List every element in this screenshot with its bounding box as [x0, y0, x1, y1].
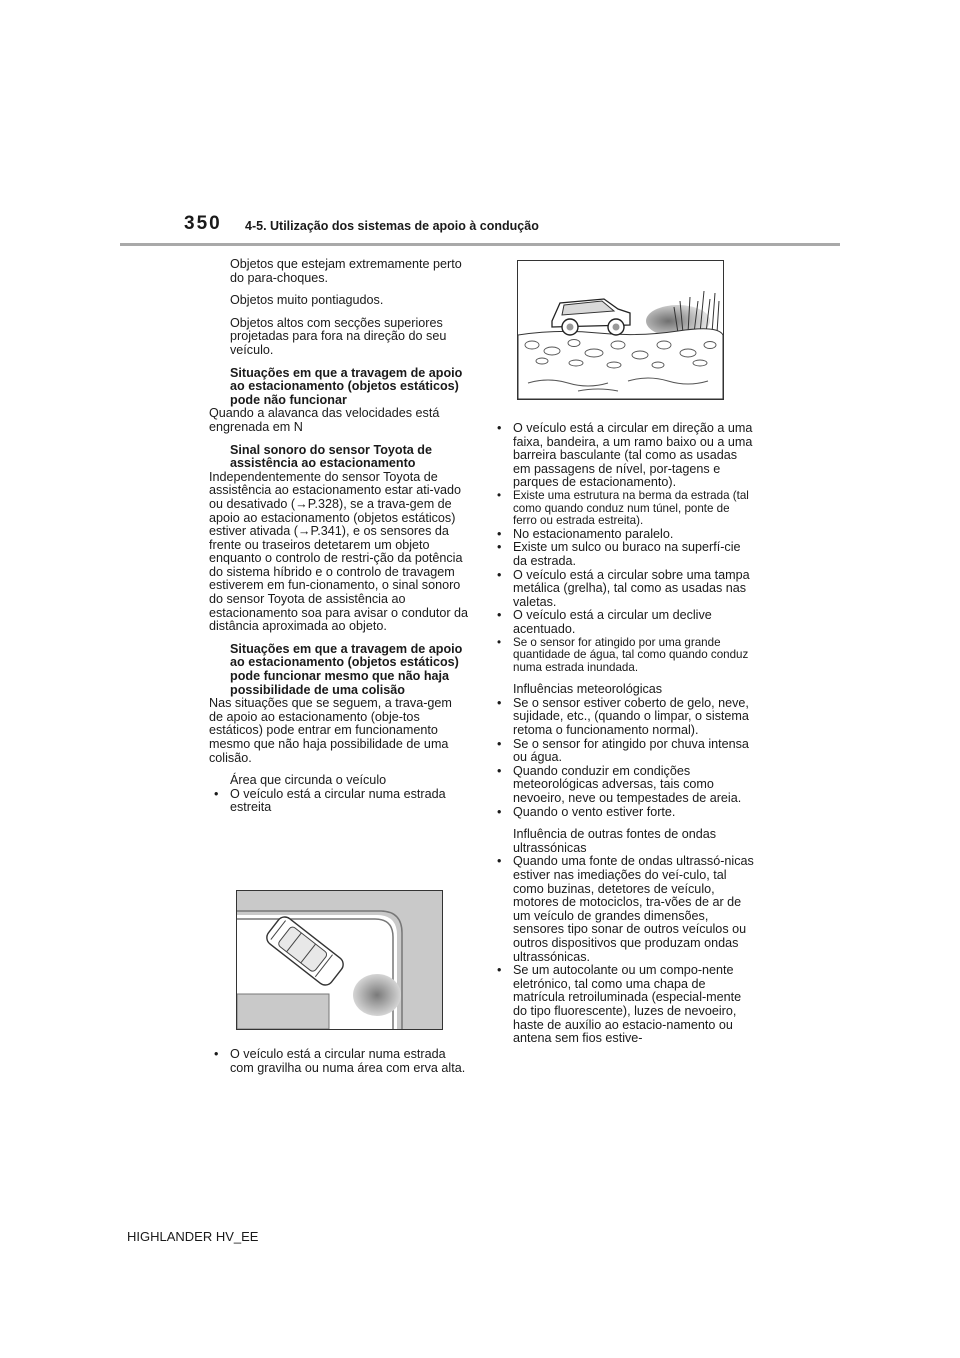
subheading-area: Área que circunda o veículo: [230, 773, 387, 788]
heading-may-not-operate: Situações em que a travagem de apoio ao estacionamento (objetos estáticos) pode não funcionar: [230, 365, 463, 407]
footer-model: HIGHLANDER HV_EE: [127, 1229, 259, 1244]
bullet-weather-2: • Se o sensor for atingido por chuva intensa ou água.: [492, 738, 754, 765]
bullet-gravel: • O veículo está a circular numa estrada com gravilha ou numa área com erva alta.: [209, 1048, 469, 1075]
left-column-bottom: [209, 1048, 469, 1075]
bullet-weather-4: • Quando o vento estiver forte.: [492, 806, 754, 820]
subheading-ultrasonic: Influência de outras fontes de ondas ultrassónicas: [513, 827, 717, 855]
bullet-weather-3: • Quando conduzir em condições meteorológicas adversas, tais como nevoeiro, neve ou tempestades de areia.: [492, 765, 754, 806]
bullet-area-3: • No estacionamento paralelo.: [492, 528, 754, 542]
bullet-area-7: • Se o sensor for atingido por uma grande quantidade de água, tal como quando conduz numa estrada inundada.: [492, 637, 754, 675]
subheading-weather: Influências meteorológicas: [513, 682, 663, 697]
item-tall-objects: Objetos altos com secções superiores projetadas para fora na direção do seu veículo.: [230, 315, 447, 357]
gravel-grass-illustration: [517, 260, 724, 400]
header-rule: [120, 243, 840, 246]
item-close-objects: Objetos que estejam extremamente perto do para-choques.: [230, 257, 462, 285]
bullet-area-4: • Existe um sulco ou buraco na superfí-cie da estrada.: [492, 541, 754, 568]
text-may-operate: Nas situações que se seguem, a trava-gem de apoio ao estacionamento (obje-tos estáticos) pode entrar em funcionamento mesmo que não haja possibilidade de uma colisão.: [209, 696, 452, 765]
heading-buzzer: Sinal sonoro do sensor Toyota de assistência ao estacionamento: [230, 442, 432, 471]
right-column: [492, 422, 754, 1046]
page-number: 350: [184, 213, 222, 234]
bullet-weather-1: • Se o sensor estiver coberto de gelo, neve, sujidade, etc., (quando o limpar, o sistema retoma o funcionamento normal).: [492, 697, 754, 738]
bullet-narrow-road: • O veículo está a circular numa estrada estreita: [209, 788, 469, 815]
bullet-area-1: • O veículo está a circular em direção a uma faixa, bandeira, a um ramo baixo ou a uma barreira basculante (tal como as usadas em passagens de nível, por-tagens e parques de estacionamento).: [492, 422, 754, 490]
bullet-ultrasonic-2: • Se um autocolante ou um compo-nente eletrónico, tal como uma chapa de matrícula retroiluminada (especial-mente do tipo fluorescente), luzes de nevoeiro, haste de auxílio ao estacio-namento ou antena sem fios estive-: [492, 964, 754, 1046]
text-buzzer: Independentemente do sensor Toyota de assistência ao estacionamento estar ati-vado ou desativado (→P.328), se a trava-gem de apoio ao estacionamento (objetos estáticos) estiver ativada (→P.341), e os sensores da frente ou traseiros detetarem um objeto enquanto o controlo de restri-ção da potência do sistema híbrido e o controlo de travagem estiverem em fun-cionamento, o sinal sonoro do sensor Toyota de assistência ao estacionamento soa para avisar o condutor da distância aproximada ao objeto.: [209, 469, 469, 634]
left-column: [209, 258, 469, 815]
text-neutral: Quando a alavanca das velocidades está engrenada em N: [209, 406, 440, 434]
bullet-area-2: • Existe uma estrutura na berma da estrada (tal como quando conduz num túnel, ponte de ferro ou estrada estreita).: [492, 490, 754, 528]
item-pointed-objects: Objetos muito pontiagudos.: [230, 293, 384, 308]
bullet-area-5: • O veículo está a circular sobre uma tampa metálica (grelha), tal como as usadas nas valetas.: [492, 569, 754, 610]
heading-may-operate: Situações em que a travagem de apoio ao estacionamento (objetos estáticos) pode funcionar mesmo que não haja possibilidade de uma colisão: [230, 641, 463, 697]
section-title: 4-5. Utilização dos sistemas de apoio à condução: [245, 219, 539, 233]
narrow-road-illustration: [236, 890, 443, 1030]
bullet-ultrasonic-1: • Quando uma fonte de ondas ultrassó-nicas estiver nas imediações do veí-culo, tal como buzinas, detetores de veículo, motores de motociclos, tra-vões de ar de um veículo de grandes dimensões, sensores tipo sonar de outros veículos ou outros dispositivos que produzam ondas ultrassónicas.: [492, 855, 754, 964]
bullet-area-6: • O veículo está a circular um declive acentuado.: [492, 609, 754, 636]
